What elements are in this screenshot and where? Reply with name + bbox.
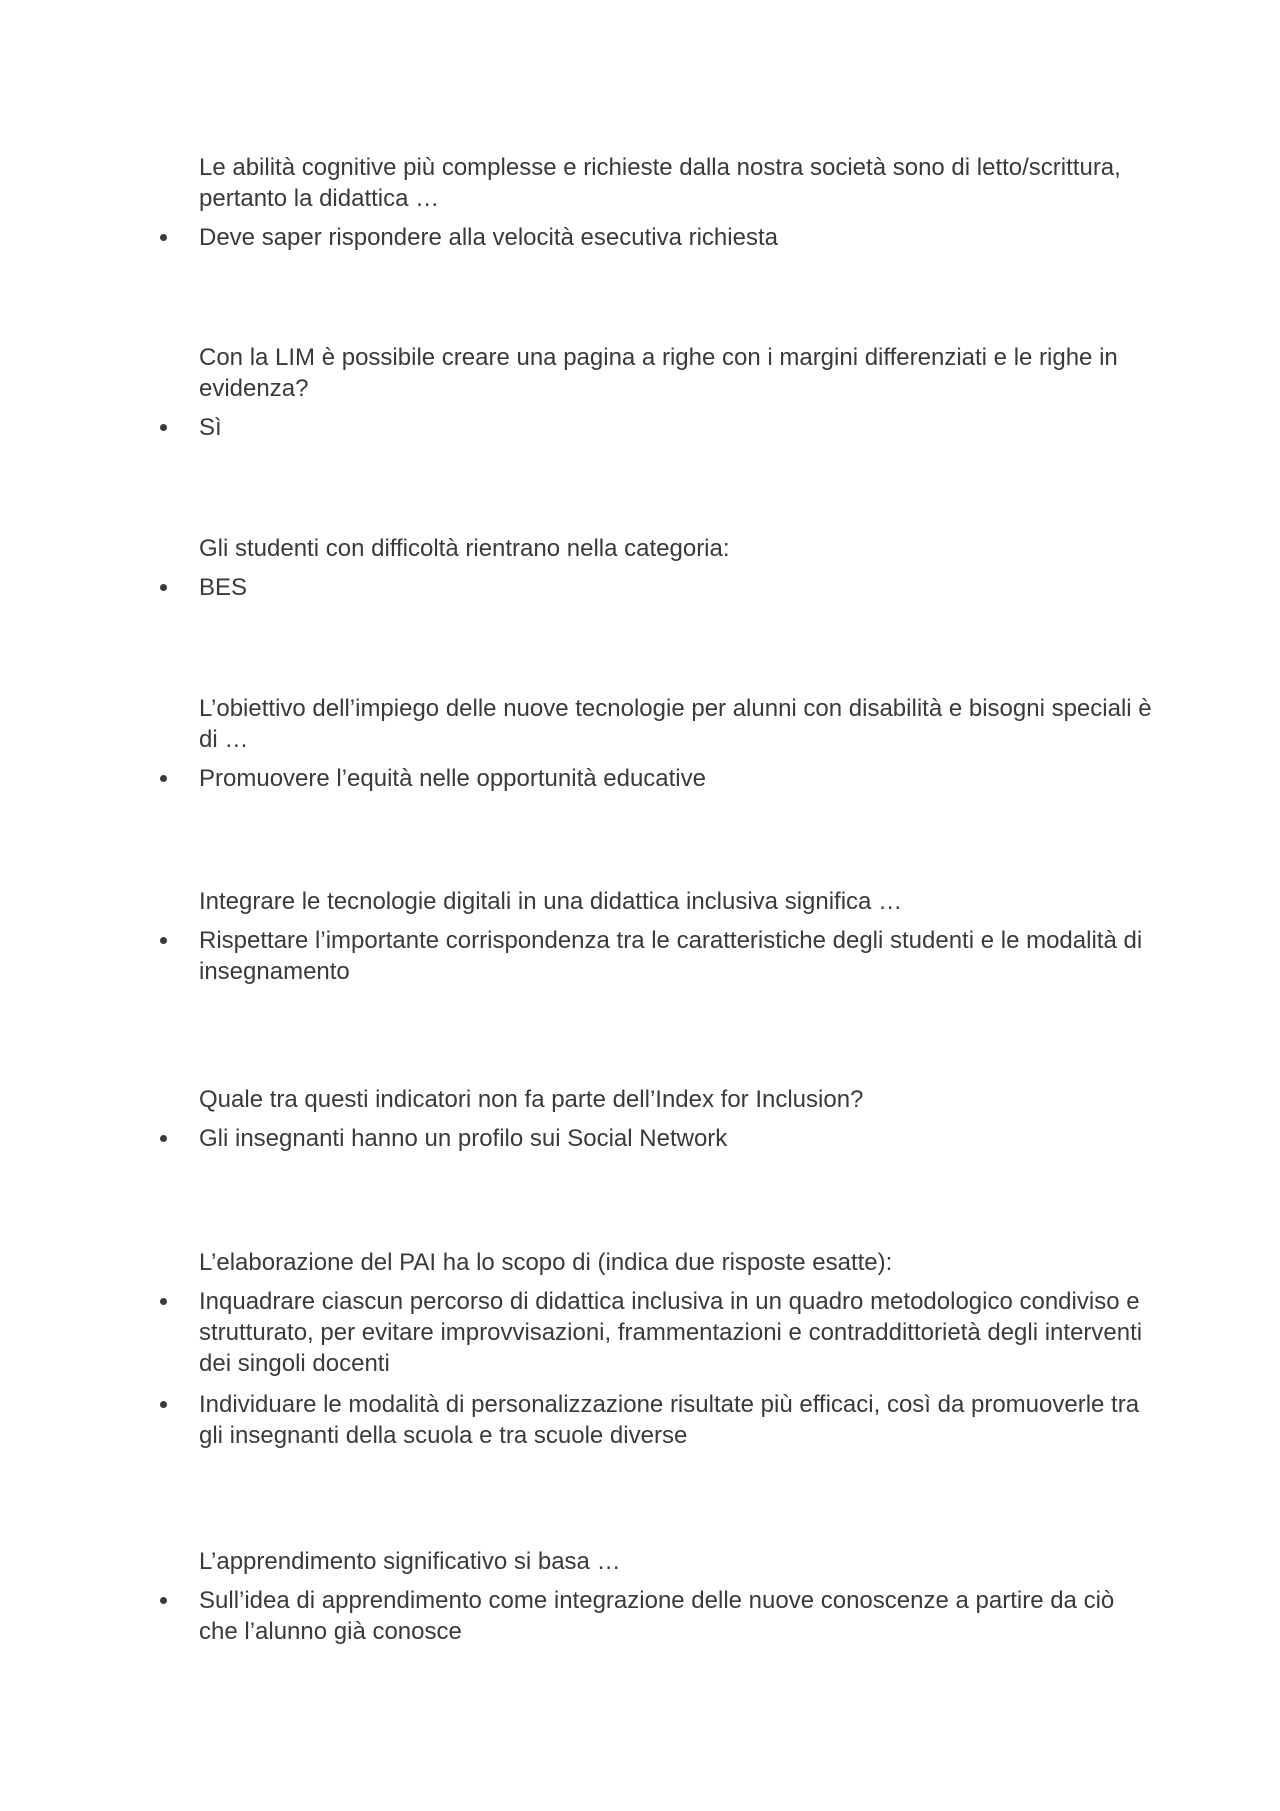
question-text: L’obiettivo dell’impiego delle nuove tecnologie per alunni con disabilità e bisogni speciali è di … <box>199 695 1152 753</box>
question-text: L’apprendimento significativo si basa … <box>199 1548 621 1575</box>
qa-block-8 <box>0 1546 1280 1657</box>
answer-list <box>0 412 1280 443</box>
qa-block-2 <box>0 342 1280 453</box>
answer-text: Individuare le modalità di personalizzazione risultate più efficaci, così da promuoverle tra gli insegnanti della scuola e tra scuole diverse <box>199 1391 1140 1449</box>
bullet-icon <box>160 424 167 431</box>
answer-text: Rispettare l’importante corrispondenza tra le caratteristiche degli studenti e le modalità di insegnamento <box>199 927 1143 985</box>
bullet-icon <box>160 584 167 591</box>
question-text: L’elaborazione del PAI ha lo scopo di (indica due risposte esatte): <box>199 1249 893 1276</box>
answer-text: BES <box>199 574 248 601</box>
bullet-icon <box>160 234 167 241</box>
question-text: Le abilità cognitive più complesse e richieste dalla nostra società sono di letto/scrittura, pertanto la didattica … <box>199 154 1121 212</box>
answer-list <box>0 1123 1280 1154</box>
answer-item <box>0 412 1159 443</box>
qa-block-5 <box>0 886 1280 997</box>
answer-list <box>0 1585 1280 1647</box>
answer-item <box>0 925 1159 987</box>
bullet-icon <box>160 1135 167 1142</box>
answer-list <box>0 925 1280 987</box>
answer-text: Sì <box>199 414 222 441</box>
answer-text: Sull’idea di apprendimento come integrazione delle nuove conoscenze a partire da ciò che l’alunno già conosce <box>199 1587 1115 1645</box>
answer-list <box>0 222 1280 253</box>
bullet-icon <box>160 775 167 782</box>
question-text: Con la LIM è possibile creare una pagina a righe con i margini differenziati e le righe in evidenza? <box>199 344 1118 402</box>
answer-text: Gli insegnanti hanno un profilo sui Social Network <box>199 1125 728 1152</box>
question-text: Gli studenti con difficoltà rientrano nella categoria: <box>199 535 730 562</box>
answer-item <box>0 1389 1159 1451</box>
bullet-icon <box>160 1401 167 1408</box>
answer-list <box>0 572 1280 603</box>
answer-item <box>0 1123 1159 1154</box>
qa-block-6 <box>0 1084 1280 1164</box>
qa-block-1 <box>0 152 1280 263</box>
answer-item <box>0 222 1159 253</box>
answer-text: Inquadrare ciascun percorso di didattica inclusiva in un quadro metodologico condiviso e strutturato, per evitare improvvisazioni, frammentazioni e contraddittorietà degli interventi dei singoli docenti <box>199 1288 1143 1377</box>
qa-block-7 <box>0 1247 1280 1461</box>
answer-text: Promuovere l’equità nelle opportunità educative <box>199 765 706 792</box>
answer-item <box>0 1585 1159 1647</box>
question-text: Quale tra questi indicatori non fa parte dell’Index for Inclusion? <box>199 1086 864 1113</box>
qa-block-3 <box>0 533 1280 613</box>
bullet-icon <box>160 1298 167 1305</box>
answer-item <box>0 1286 1159 1379</box>
answer-text: Deve saper rispondere alla velocità esecutiva richiesta <box>199 224 778 251</box>
bullet-icon <box>160 1597 167 1604</box>
question-text: Integrare le tecnologie digitali in una didattica inclusiva significa … <box>199 888 903 915</box>
answer-list <box>0 763 1280 794</box>
answer-list <box>0 1286 1280 1451</box>
bullet-icon <box>160 937 167 944</box>
answer-item <box>0 572 1159 603</box>
qa-block-4 <box>0 693 1280 804</box>
answer-item <box>0 763 1159 794</box>
